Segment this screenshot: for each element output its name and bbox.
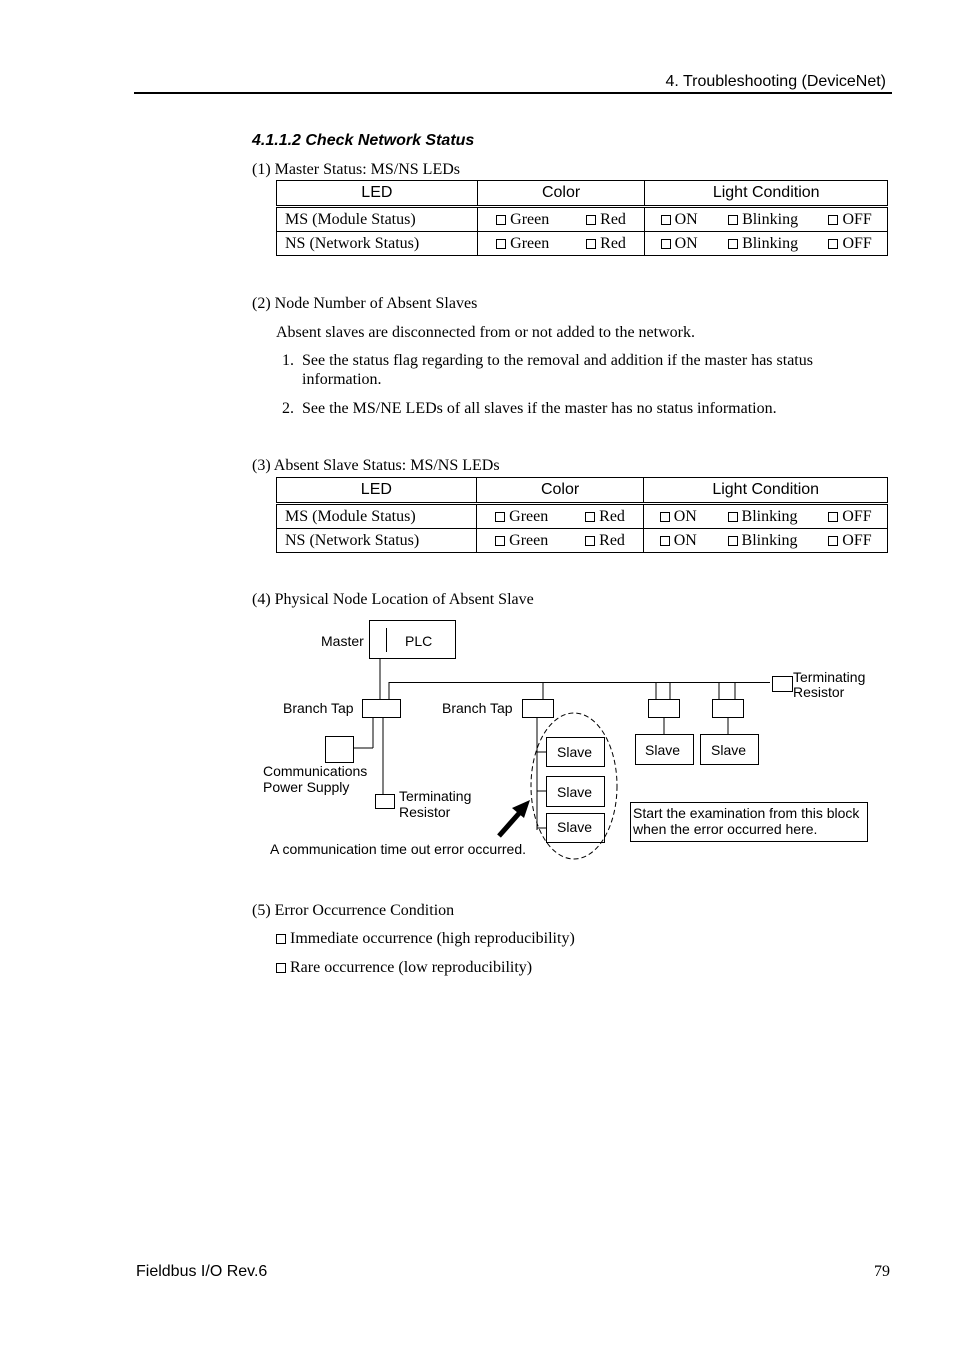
terminating-resistor-label: Terminating [793,669,866,685]
led-name: MS (Module Status) [277,207,478,232]
list-item-text: See the MS/NE LEDs of all slaves if the master has no status information. [302,400,777,417]
checkbox-option[interactable]: OFF [828,211,871,229]
checkbox-option[interactable]: OFF [828,235,871,253]
column-header-light-condition: Light Condition [644,478,888,504]
column-header-light-condition: Light Condition [645,181,888,207]
branch-tap-box [363,700,401,718]
tap-box [713,700,744,718]
column-header-color: Color [476,478,644,504]
plc-label: PLC [405,633,433,649]
checkbox-option[interactable]: Blinking [728,235,798,253]
checkbox-option[interactable]: Green [495,508,548,526]
footer-document-title: Fieldbus I/O Rev.6 [136,1263,268,1280]
checkbox-option[interactable] [276,959,532,977]
checkbox-option[interactable]: Blinking [728,211,798,229]
slave-label: Slave [557,784,593,800]
terminating-resistor-box [376,795,395,809]
power-supply-label: Power Supply [263,779,350,795]
led-name: NS (Network Status) [277,529,477,553]
checkbox-option[interactable]: OFF [828,532,871,550]
slave-label: Slave [557,819,593,835]
tap-box [649,700,680,718]
location-title: (4) Physical Node Location of Absent Slave [252,591,534,608]
terminating-resistor-label: Resistor [399,804,451,820]
checkbox-option[interactable]: Green [495,532,548,550]
checkbox-option[interactable]: OFF [828,508,871,526]
slave-label: Slave [645,742,681,758]
examination-note-line: when the error occurred here. [633,821,818,837]
examination-note-line: Start the examination from this block [633,805,860,821]
master-label: Master [321,633,364,649]
absent-nodes-intro: Absent slaves are disconnected from or not added to the network. [276,324,695,341]
checkbox-option[interactable]: ON [661,211,698,229]
slave-label: Slave [557,744,593,760]
slave-label: Slave [711,742,747,758]
checkbox-option[interactable]: Green [496,235,549,253]
terminating-resistor-label: Resistor [793,684,845,700]
column-header-color: Color [477,181,645,207]
section-heading: 4.1.1.2 Check Network Status [252,132,475,149]
checkbox-option[interactable]: ON [660,508,697,526]
list-item-text: See the status flag regarding to the removal and addition if the master has status [302,352,813,369]
arrow-icon [499,800,530,836]
checkbox-option[interactable]: Green [496,211,549,229]
checkbox-option[interactable]: Red [586,235,626,253]
terminating-resistor-label: Terminating [399,788,472,804]
power-supply-label: Communications [263,763,368,779]
absent-status-title: (3) Absent Slave Status: MS/NS LEDs [252,457,500,474]
led-name: MS (Module Status) [277,504,477,529]
error-condition-title: (5) Error Occurrence Condition [252,902,455,919]
branch-tap-label: Branch Tap [442,700,513,716]
master-status-title: (1) Master Status: MS/NS LEDs [252,161,460,178]
checkbox-option[interactable]: Red [585,532,625,550]
checkbox-icon[interactable] [276,963,286,973]
checkbox-option[interactable]: ON [661,235,698,253]
error-note: A communication time out error occurred. [270,841,526,857]
option-label: Rare occurrence (low reproducibility) [290,959,533,976]
page-number: 79 [874,1263,890,1280]
list-item-number: 2. [282,400,294,417]
option-label: Immediate occurrence (high reproducibility) [290,930,575,947]
checkbox-icon[interactable] [276,934,286,944]
column-header-led: LED [277,478,477,504]
checkbox-option[interactable]: Red [585,508,625,526]
checkbox-option[interactable]: Blinking [728,532,798,550]
branch-tap-box [523,700,554,718]
list-item-text-continued: information. [302,371,382,388]
branch-tap-label: Branch Tap [283,700,354,716]
checkbox-option[interactable]: ON [660,532,697,550]
absent-nodes-title: (2) Node Number of Absent Slaves [252,295,478,312]
checkbox-option[interactable]: Red [586,211,626,229]
page-header-title: 4. Troubleshooting (DeviceNet) [665,73,886,90]
list-item-number: 1. [282,352,294,369]
column-header-led: LED [277,181,478,207]
checkbox-option[interactable]: Blinking [728,508,798,526]
power-supply-box [326,737,354,763]
led-name: NS (Network Status) [277,232,478,256]
checkbox-option[interactable] [276,930,575,948]
terminating-resistor-box [773,677,793,692]
